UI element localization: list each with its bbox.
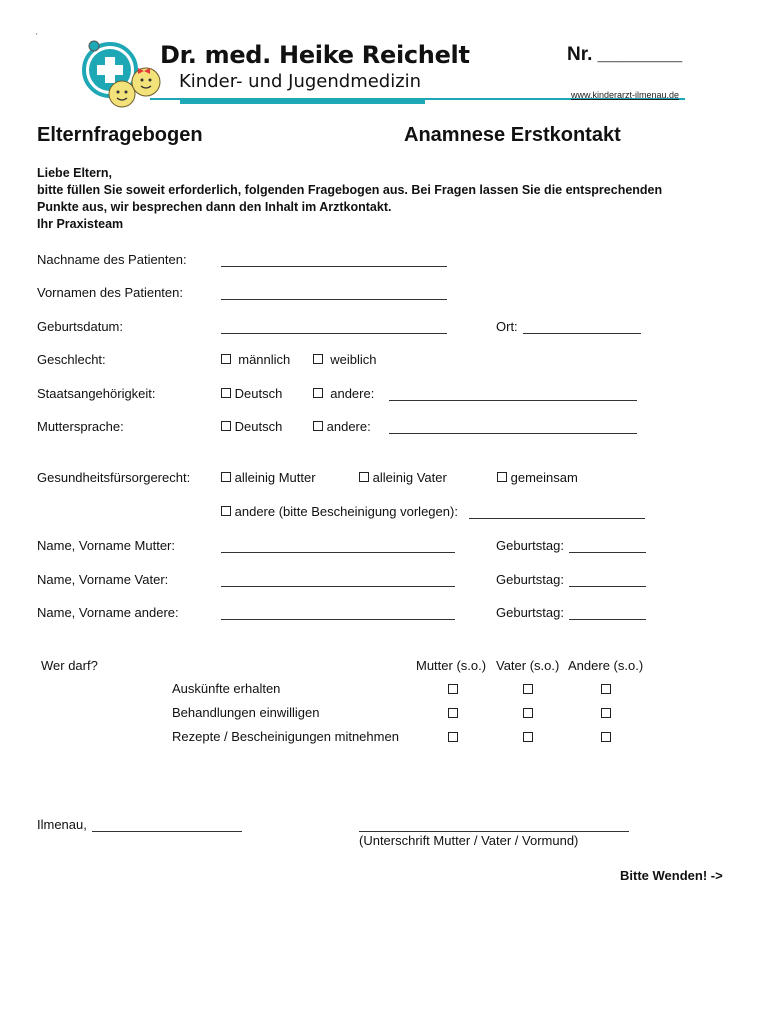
checkbox-icon <box>313 388 323 398</box>
label-name-vater: Name, Vorname Vater: <box>37 572 169 587</box>
label-geburtstag-mutter: Geburtstag: <box>496 538 564 553</box>
stray-mark: ' <box>36 32 38 41</box>
label-geschlecht: Geschlecht: <box>37 352 106 367</box>
label-name-andere: Name, Vorname andere: <box>37 605 179 620</box>
intro-signoff: Ihr Praxisteam <box>37 217 124 231</box>
checkbox-gemeinsam[interactable] <box>497 470 578 485</box>
checkbox-rezepte-vater[interactable] <box>523 732 533 742</box>
checkbox-auskuenfte-andere[interactable] <box>601 684 611 694</box>
permission-row-label: Behandlungen einwilligen <box>172 705 320 720</box>
input-name-vater[interactable] <box>221 574 455 592</box>
permissions-question: Wer darf? <box>41 658 98 673</box>
label-geburtsdatum: Geburtsdatum: <box>37 319 123 334</box>
checkbox-sprache-deutsch[interactable] <box>221 419 282 434</box>
checkbox-behandlungen-vater[interactable] <box>523 708 533 718</box>
checkbox-icon <box>497 472 507 482</box>
checkbox-staat-andere[interactable] <box>313 386 374 401</box>
checkbox-sprache-andere[interactable] <box>313 419 371 434</box>
checkbox-behandlungen-andere[interactable] <box>601 708 611 718</box>
form-number: Nr. ________ <box>567 44 683 65</box>
option-label: Deutsch <box>234 419 283 434</box>
option-label: alleinig Vater <box>372 470 447 485</box>
turn-over-note: Bitte Wenden! -> <box>620 868 723 883</box>
column-header-mutter: Mutter (s.o.) <box>416 658 487 673</box>
permission-row-label: Rezepte / Bescheinigungen mitnehmen <box>172 729 399 744</box>
page-title: Elternfragebogen <box>37 124 203 146</box>
option-label: andere: <box>330 386 375 401</box>
label-name-mutter: Name, Vorname Mutter: <box>37 538 175 553</box>
intro-greeting: Liebe Eltern, <box>37 166 113 180</box>
checkbox-icon <box>221 388 231 398</box>
label-nachname: Nachname des Patienten: <box>37 252 187 267</box>
checkbox-auskuenfte-mutter[interactable] <box>448 684 458 694</box>
option-label: gemeinsam <box>510 470 578 485</box>
option-label: alleinig Mutter <box>234 470 316 485</box>
option-label: Deutsch <box>234 386 283 401</box>
label-staatsangehoerigkeit: Staatsangehörigkeit: <box>37 386 156 401</box>
checkbox-alleinig-vater[interactable] <box>359 470 447 485</box>
checkbox-alleinig-mutter[interactable] <box>221 470 316 485</box>
input-sorgerecht-andere[interactable] <box>469 506 645 524</box>
label-geburtstag-vater: Geburtstag: <box>496 572 564 587</box>
checkbox-icon <box>221 421 231 431</box>
checkbox-auskuenfte-vater[interactable] <box>523 684 533 694</box>
specialty: Kinder- und Jugendmedizin <box>179 71 422 92</box>
input-sprache-andere[interactable] <box>389 421 637 439</box>
input-date[interactable] <box>92 819 242 837</box>
header-rule-accent <box>180 100 425 104</box>
checkbox-icon <box>313 354 323 364</box>
checkbox-icon <box>221 472 231 482</box>
website-link[interactable]: www.kinderarzt-ilmenau.de <box>571 90 680 100</box>
input-ort[interactable] <box>523 321 641 339</box>
input-vornamen[interactable] <box>221 287 447 305</box>
option-label: andere (bitte Bescheinigung vorlegen): <box>234 504 458 519</box>
option-label: männlich <box>238 352 291 367</box>
input-geburtstag-mutter[interactable] <box>569 540 646 558</box>
input-geburtstag-vater[interactable] <box>569 574 646 592</box>
input-geburtstag-andere[interactable] <box>569 607 646 625</box>
checkbox-rezepte-andere[interactable] <box>601 732 611 742</box>
doctor-name: Dr. med. Heike Reichelt <box>160 41 470 69</box>
input-name-mutter[interactable] <box>221 540 455 558</box>
input-nachname[interactable] <box>221 254 447 272</box>
checkbox-behandlungen-mutter[interactable] <box>448 708 458 718</box>
input-staat-andere[interactable] <box>389 388 637 406</box>
intro-line-2: Punkte aus, wir besprechen dann den Inhalt im Arztkontakt. <box>37 200 392 214</box>
checkbox-weiblich[interactable] <box>313 352 376 367</box>
checkbox-staat-deutsch[interactable] <box>221 386 282 401</box>
input-name-andere[interactable] <box>221 607 455 625</box>
checkbox-icon <box>221 354 231 364</box>
page-subtitle: Anamnese Erstkontakt <box>404 124 621 146</box>
column-header-andere: Andere (s.o.) <box>568 658 644 673</box>
option-label: andere: <box>326 419 371 434</box>
option-label: weiblich <box>330 352 377 367</box>
input-geburtsdatum[interactable] <box>221 321 447 339</box>
checkbox-rezepte-mutter[interactable] <box>448 732 458 742</box>
permission-row-label: Auskünfte erhalten <box>172 681 281 696</box>
checkbox-icon <box>221 506 231 516</box>
label-ort: Ort: <box>496 319 518 334</box>
intro-line-1: bitte füllen Sie soweit erforderlich, folgenden Fragebogen aus. Bei Fragen lassen Sie die entsprechenden <box>37 183 663 197</box>
label-vornamen: Vornamen des Patienten: <box>37 285 183 300</box>
checkbox-sorgerecht-andere[interactable] <box>221 504 458 519</box>
label-sorgerecht: Gesundheitsfürsorgerecht: <box>37 470 191 485</box>
label-place: Ilmenau, <box>37 817 87 832</box>
signature-caption: (Unterschrift Mutter / Vater / Vormund) <box>359 833 579 848</box>
label-muttersprache: Muttersprache: <box>37 419 124 434</box>
column-header-vater: Vater (s.o.) <box>496 658 560 673</box>
checkbox-icon <box>359 472 369 482</box>
label-geburtstag-andere: Geburtstag: <box>496 605 564 620</box>
checkbox-maennlich[interactable] <box>221 352 290 367</box>
checkbox-icon <box>313 421 323 431</box>
